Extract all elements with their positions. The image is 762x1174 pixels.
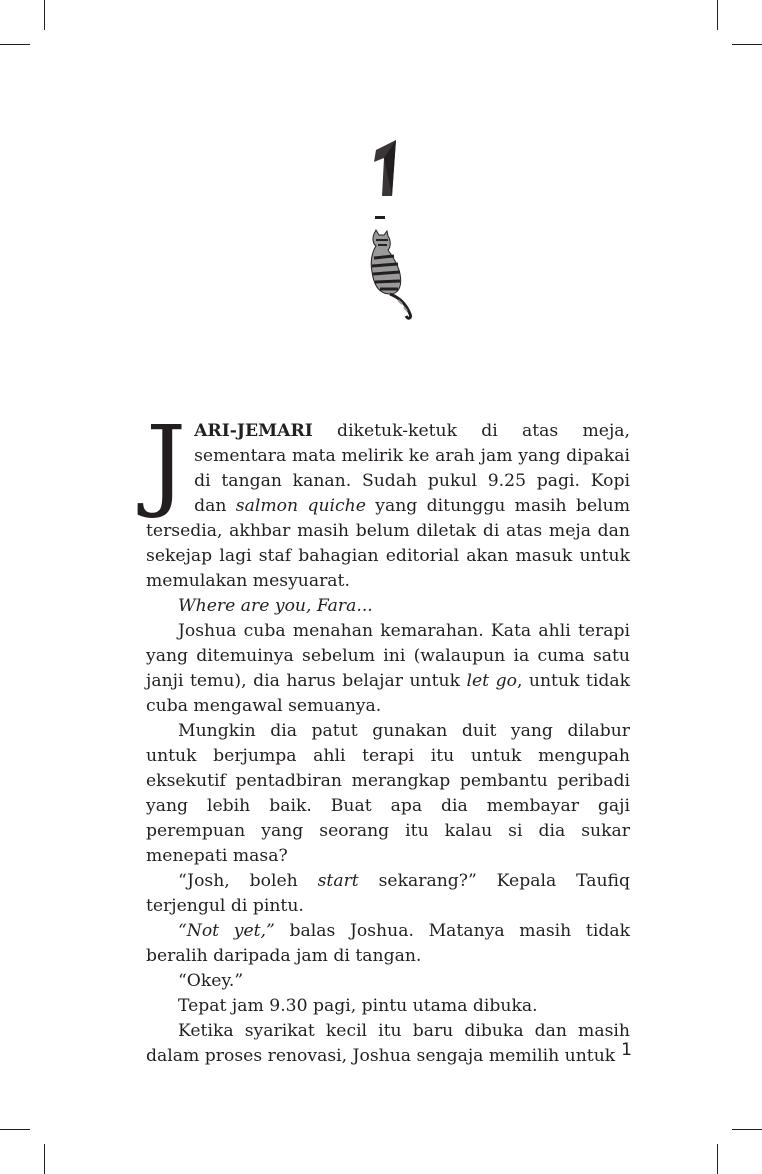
paragraph-1 (146, 404, 630, 594)
drop-cap-letter: J (146, 404, 187, 521)
paragraph-4 (146, 719, 630, 869)
paragraph-8 (146, 994, 630, 1019)
paragraph-1-italic: salmon quiche (235, 496, 366, 516)
paragraph-1-text-a: diketuk-ketuk di atas meja, sementara mata melirik ke arah jam yang dipakai di tangan kanan. Sudah pukul 9.25 pagi. Kopi dan (194, 421, 630, 516)
paragraph-6-italic: “Not yet,” (178, 921, 275, 941)
crop-mark-top-left-horizontal (0, 44, 30, 45)
paragraph-9 (146, 1019, 630, 1069)
paragraph-5 (146, 869, 630, 919)
paragraph-3-text-a: Joshua cuba menahan kemarahan. Kata ahli terapi yang ditemuinya sebelum ini (walaupun ia cuma satu janji temu), dia harus belajar untuk (146, 621, 630, 691)
paragraph-4-text: Mungkin dia patut gunakan duit yang dilabur untuk berjumpa ahli terapi itu untuk mengupah eksekutif pentadbiran merangkap pembantu peribadi yang lebih baik. Buat apa dia membayar gaji perempuan yang seorang itu kalau si dia sukar menepati masa? (146, 721, 630, 866)
paragraph-7-text: “Okey.” (178, 971, 244, 991)
crop-mark-top-right-horizontal (732, 44, 762, 45)
paragraph-5-italic: start (317, 871, 359, 891)
chapter-number-one (362, 136, 406, 200)
paragraph-3-italic: let go (466, 671, 517, 691)
crop-mark-top-left-vertical (44, 0, 45, 30)
crop-mark-bottom-right-horizontal (732, 1129, 762, 1130)
paragraph-5-text-b: sekarang?” Kepala Taufiq terjengul di pintu. (146, 871, 630, 916)
paragraph-6 (146, 919, 630, 969)
paragraph-6-text-b: balas Joshua. Matanya masih tidak beralih daripada jam di tangan. (146, 921, 630, 966)
lead-in-word: ARI-JEMARI (194, 421, 313, 441)
crop-mark-bottom-left-vertical (44, 1144, 45, 1174)
crop-mark-bottom-right-vertical (717, 1144, 718, 1174)
paragraph-5-text-a: “Josh, boleh (178, 871, 318, 891)
crop-mark-top-right-vertical (717, 0, 718, 30)
paragraph-2-italic: Where are you, Fara... (178, 596, 373, 616)
paragraph-8-text: Tepat jam 9.30 pagi, pintu utama dibuka. (178, 996, 538, 1016)
chapter-body-text (146, 404, 630, 1069)
paragraph-3-text-b: , untuk tidak cuba mengawal semuanya. (146, 671, 630, 716)
paragraph-1-text-b: yang ditunggu masih belum tersedia, akhbar masih belum diletak di atas meja dan sekejap lagi staf bahagian editorial akan masuk untuk memulakan mesyuarat. (146, 496, 630, 591)
paragraph-2 (146, 594, 630, 619)
paragraph-9-text: Ketika syarikat kecil itu baru dibuka dan masih dalam proses renovasi, Joshua sengaja memilih untuk (146, 1021, 630, 1066)
paragraph-3 (146, 619, 630, 719)
paragraph-7 (146, 969, 630, 994)
cat-ornament-icon (354, 214, 416, 322)
page-number: 1 (621, 1040, 632, 1060)
crop-mark-bottom-left-horizontal (0, 1129, 30, 1130)
